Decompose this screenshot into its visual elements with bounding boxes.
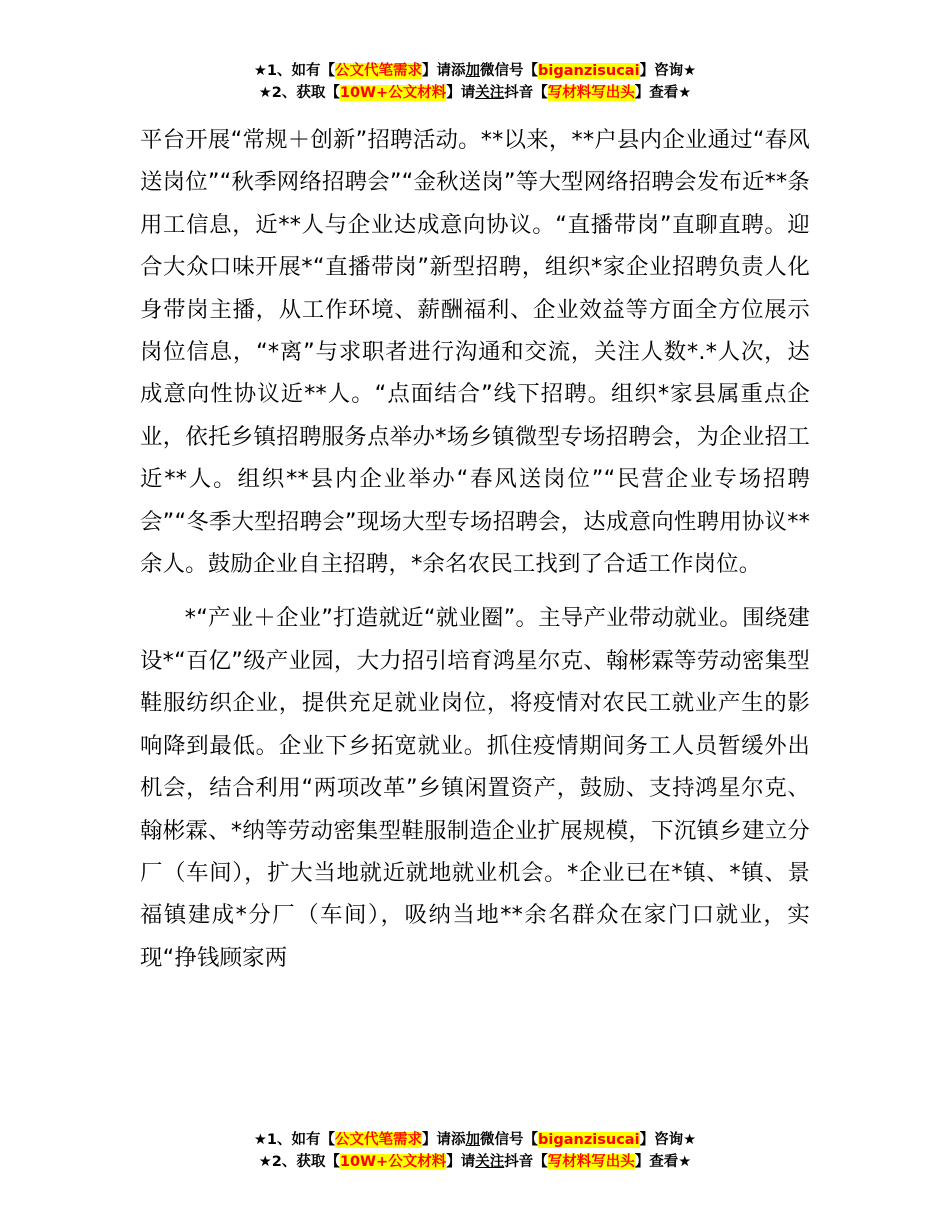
- paragraph-recruitment: 平台开展“常规＋创新”招聘活动。**以来，**户县内企业通过“春风送岗位”“秋季网络招聘会”“金秋送岗”等大型网络招聘会发布近**条用工信息，近**人与企业达成意向协议。“直播带岗”直聊直聘。迎合大众口味开展*“直播带岗”新型招聘，组织*家企业招聘负责人化身带岗主播，从工作环境、薪酬福利、企业效益等方面全方位展示岗位信息，“*离”与求职者进行沟通和交流，关注人数*.*人次，达成意向性协议近**人。“点面结合”线下招聘。组织*家县属重点企业，依托乡镇招聘服务点举办*场乡镇微型专场招聘会，为企业招工近**人。组织**县内企业举办“春风送岗位”“民营企业专场招聘会”“冬季大型招聘会”现场大型专场招聘会，达成意向性聘用协议**余人。鼓励企业自主招聘，*余名农民工找到了合适工作岗位。: [140, 127, 810, 578]
- header-line-2-text-2: 抖音【: [504, 85, 548, 101]
- footer-materials-highlight: 10W+公文材料: [339, 1154, 447, 1170]
- footer-line-1-text: 】请添: [422, 1132, 466, 1148]
- footer-wechat-id: biganzisucai: [538, 1132, 640, 1148]
- header-line-1-text: 】请添: [422, 63, 466, 79]
- header-line-2-suffix: 】查看★: [634, 85, 692, 101]
- header-line-2: [0, 82, 950, 104]
- paragraph-industry-employment: *“产业＋企业”打造就近“就业圈”。主导产业带动就业。围绕建设*“百亿”级产业园，大力招引培育鸿星尔克、翰彬霖等劳动密集型鞋服纺织企业，提供充足就业岗位，将疫情对农民工就业产生的影响降到最低。企业下乡拓宽就业。抓住疫情期间务工人员暂缓外出机会，结合利用“两项改革”乡镇闲置资产，鼓励、支持鸿星尔克、翰彬霖、*纳等劳动密集型鞋服制造企业扩展规模，下沉镇乡建立分厂（车间），扩大当地就近就地就业机会。*企业已在*镇、*镇、景福镇建成*分厂（车间），吸纳当地**余名群众在家门口就业，实现“挣钱顾家两: [140, 605, 810, 971]
- header-line-1-text-2: 微信号【: [480, 63, 539, 79]
- header-line-2-text: 】请: [446, 85, 476, 101]
- footer-line-1: [0, 1129, 950, 1151]
- footer-line-1-underlined: 加: [465, 1132, 481, 1148]
- footer-line-2-text-2: 抖音【: [504, 1154, 548, 1170]
- header-line-1-underlined: 加: [465, 63, 481, 79]
- header-line-2-prefix: ★2、获取【: [258, 85, 340, 101]
- header-douyin-id: 写材料写出头: [547, 85, 635, 101]
- document-body: [140, 119, 810, 979]
- header-materials-highlight: 10W+公文材料: [339, 85, 447, 101]
- footer-douyin-id: 写材料写出头: [547, 1154, 635, 1170]
- footer-line-1-suffix: 】咨询★: [639, 1132, 697, 1148]
- header-line-2-underlined: 关注: [475, 85, 505, 101]
- footer-line-1-prefix: ★1、如有【: [253, 1132, 336, 1148]
- footer-line-2-underlined: 关注: [475, 1154, 505, 1170]
- header-line-1-prefix: ★1、如有【: [253, 63, 336, 79]
- footer-line-2-suffix: 】查看★: [634, 1154, 692, 1170]
- header-line-1-suffix: 】咨询★: [639, 63, 697, 79]
- footer-line-1-text-2: 微信号【: [480, 1132, 539, 1148]
- header-wechat-id: biganzisucai: [538, 63, 640, 79]
- footer-line-2-prefix: ★2、获取【: [258, 1154, 340, 1170]
- footer-service-highlight: 公文代笔需求: [335, 1132, 423, 1148]
- header-service-highlight: 公文代笔需求: [335, 63, 423, 79]
- footer-line-2-text: 】请: [446, 1154, 476, 1170]
- footer-banner: [0, 1129, 950, 1173]
- footer-line-2: [0, 1151, 950, 1173]
- header-banner: [0, 60, 950, 104]
- header-line-1: [0, 60, 950, 82]
